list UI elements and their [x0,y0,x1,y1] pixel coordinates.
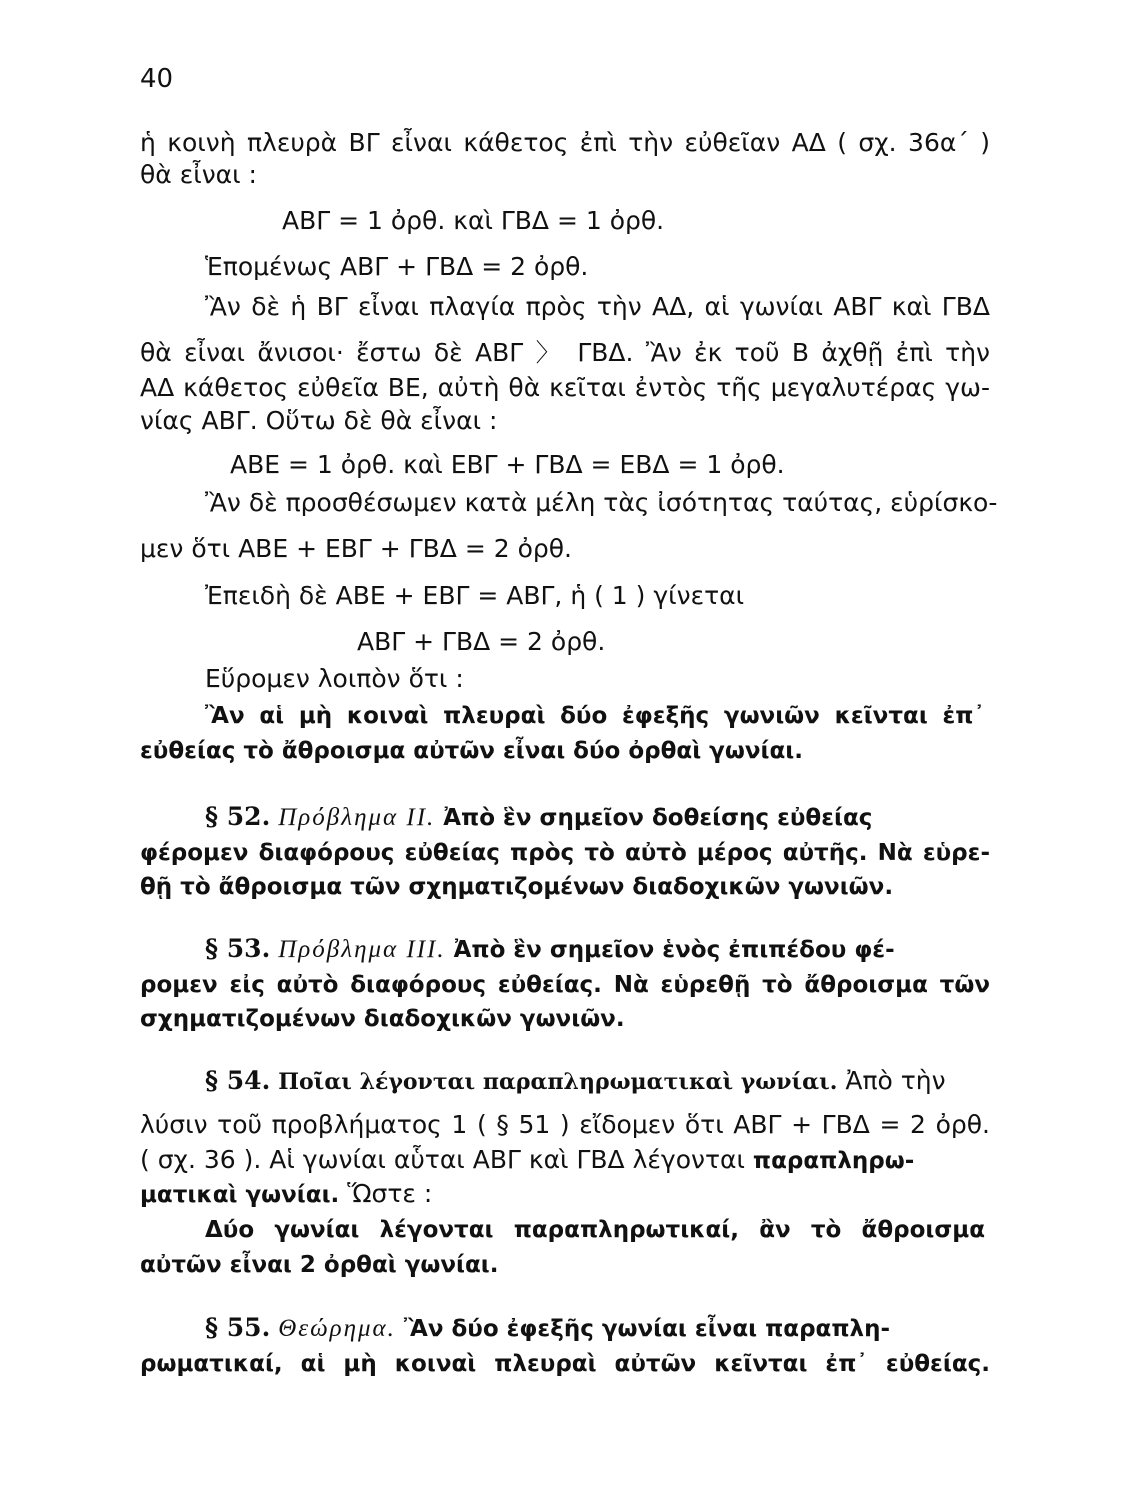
text-line: Ἂν δὲ ἡ ΒΓ εἶναι πλαγία πρὸς τὴν ΑΔ, αἱ γωνίαι ΑΒΓ καὶ ΓΒΔ [205,292,990,321]
equation-line: Ἑπομένως ΑΒΓ + ΓΒΔ = 2 ὀρθ. [205,252,589,281]
theorem-line: εὐθείας τὸ ἄθροισμα αὐτῶν εἶναι δύο ὀρθαὶ γωνίαι. [140,738,803,764]
text-line: θὰ εἶναι : [140,160,257,189]
section-text-bold: παραπληρω- [752,1148,915,1174]
text-line: ἡ κοινὴ πλευρὰ ΒΓ εἶναι κάθετος ἐπὶ τὴν εὐθεῖαν ΑΔ ( σχ. 36α΄ ) [140,128,990,157]
definition-line: Δύο γωνίαι λέγονται παραπληρωτικαί, ἂν τὸ ἄθροισμα [205,1217,985,1243]
section-text: λύσιν τοῦ προβλήματος 1 ( § 51 ) εἴδομεν ὅτι ΑΒΓ + ΓΒΔ = 2 ὀρθ. [140,1110,990,1139]
section-text-bold: ματικαὶ γωνίαι. [140,1182,340,1208]
section-text-line [140,1143,990,1178]
text-line: Ἂν δὲ προσθέσωμεν κατὰ μέλη τὰς ἰσότητας ταύτας, εὑρίσκο- [205,488,998,517]
equation-line: ΑΒΕ = 1 ὀρθ. καὶ ΕΒΓ + ΓΒΔ = ΕΒΔ = 1 ὀρθ. [230,450,785,479]
section-54 [205,1064,990,1099]
text-line: νίας ΑΒΓ. Οὕτω δὲ θὰ εἶναι : [140,406,498,435]
definition-line: αὐτῶν εἶναι 2 ὀρθαὶ γωνίαι. [140,1252,499,1278]
section-text: ( σχ. 36 ). Αἱ γωνίαι αὗται ΑΒΓ καὶ ΓΒΔ λέγονται [140,1145,745,1174]
section-text: Ἀπὸ ἓν σημεῖον δοθείσης εὐθείας [443,805,873,831]
section-text-line [140,1177,990,1212]
section-text: Ἀπὸ τὴν [845,1066,946,1095]
section-text: Ἂν δύο ἐφεξῆς γωνίαι εἶναι παραπλη- [403,1316,891,1342]
section-text: Ἀπὸ ἓν σημεῖον ἑνὸς ἐπιπέδου φέ- [453,937,895,963]
text-line: Ἐπειδὴ δὲ ΑΒΕ + ΕΒΓ = ΑΒΓ, ἡ ( 1 ) γίνεται [205,581,745,610]
section-text: σχηματιζομένων διαδοχικῶν γωνιῶν. [140,1006,625,1032]
section-52 [205,800,990,835]
section-label: Πρόβλημα ΙΙ. [278,804,436,831]
equation-line: ΑΒΓ + ΓΒΔ = 2 ὀρθ. [357,627,606,656]
section-53 [205,932,990,967]
section-number: § 52. [205,802,271,831]
section-text: Ὥστε : [347,1179,433,1208]
section-text: φέρομεν διαφόρους εὐθείας πρὸς τὸ αὐτὸ μέρος αὐτῆς. Νὰ εὑρε- [140,840,990,866]
section-number: § 55. [205,1313,271,1342]
section-label: Πρόβλημα ΙΙΙ. [278,936,446,963]
section-heading: Ποῖαι λέγονται παραπληρωματικαὶ γωνίαι. [278,1069,838,1095]
section-number: § 53. [205,934,271,963]
section-number: § 54. [205,1066,271,1095]
text-line: Εὕρομεν λοιπὸν ὅτι : [205,664,464,693]
text-line: ΑΔ κάθετος εὐθεῖα ΒΕ, αὐτὴ θὰ κεῖται ἐντὸς τῆς μεγαλυτέρας γω- [140,373,990,402]
page-number: 40 [140,64,174,94]
equation-line: ΑΒΓ = 1 ὀρθ. καὶ ΓΒΔ = 1 ὀρθ. [282,206,665,235]
theorem-line: Ἂν αἱ μὴ κοιναὶ πλευραὶ δύο ἐφεξῆς γωνιῶν κεῖνται ἐπ᾿ [205,703,985,729]
text-line: θὰ εἶναι ἄνισοι· ἔστω δὲ ΑΒΓ 〉 ΓΒΔ. Ἂν ἐκ τοῦ Β ἀχθῇ ἐπὶ τὴν [140,338,990,367]
section-label: Θεώρημα. [278,1315,396,1342]
text-line: μεν ὅτι ΑΒΕ + ΕΒΓ + ΓΒΔ = 2 ὀρθ. [140,534,572,563]
section-55 [205,1311,990,1346]
section-text: θῇ τὸ ἄθροισμα τῶν σχηματιζομένων διαδοχικῶν γωνιῶν. [140,874,894,900]
section-text: ρομεν εἰς αὐτὸ διαφόρους εὐθείας. Νὰ εὑρεθῇ τὸ ἄθροισμα τῶν [140,972,990,998]
section-text: ρωματικαί, αἱ μὴ κοιναὶ πλευραὶ αὐτῶν κεῖνται ἐπ᾿ εὐθείας. [140,1351,990,1377]
